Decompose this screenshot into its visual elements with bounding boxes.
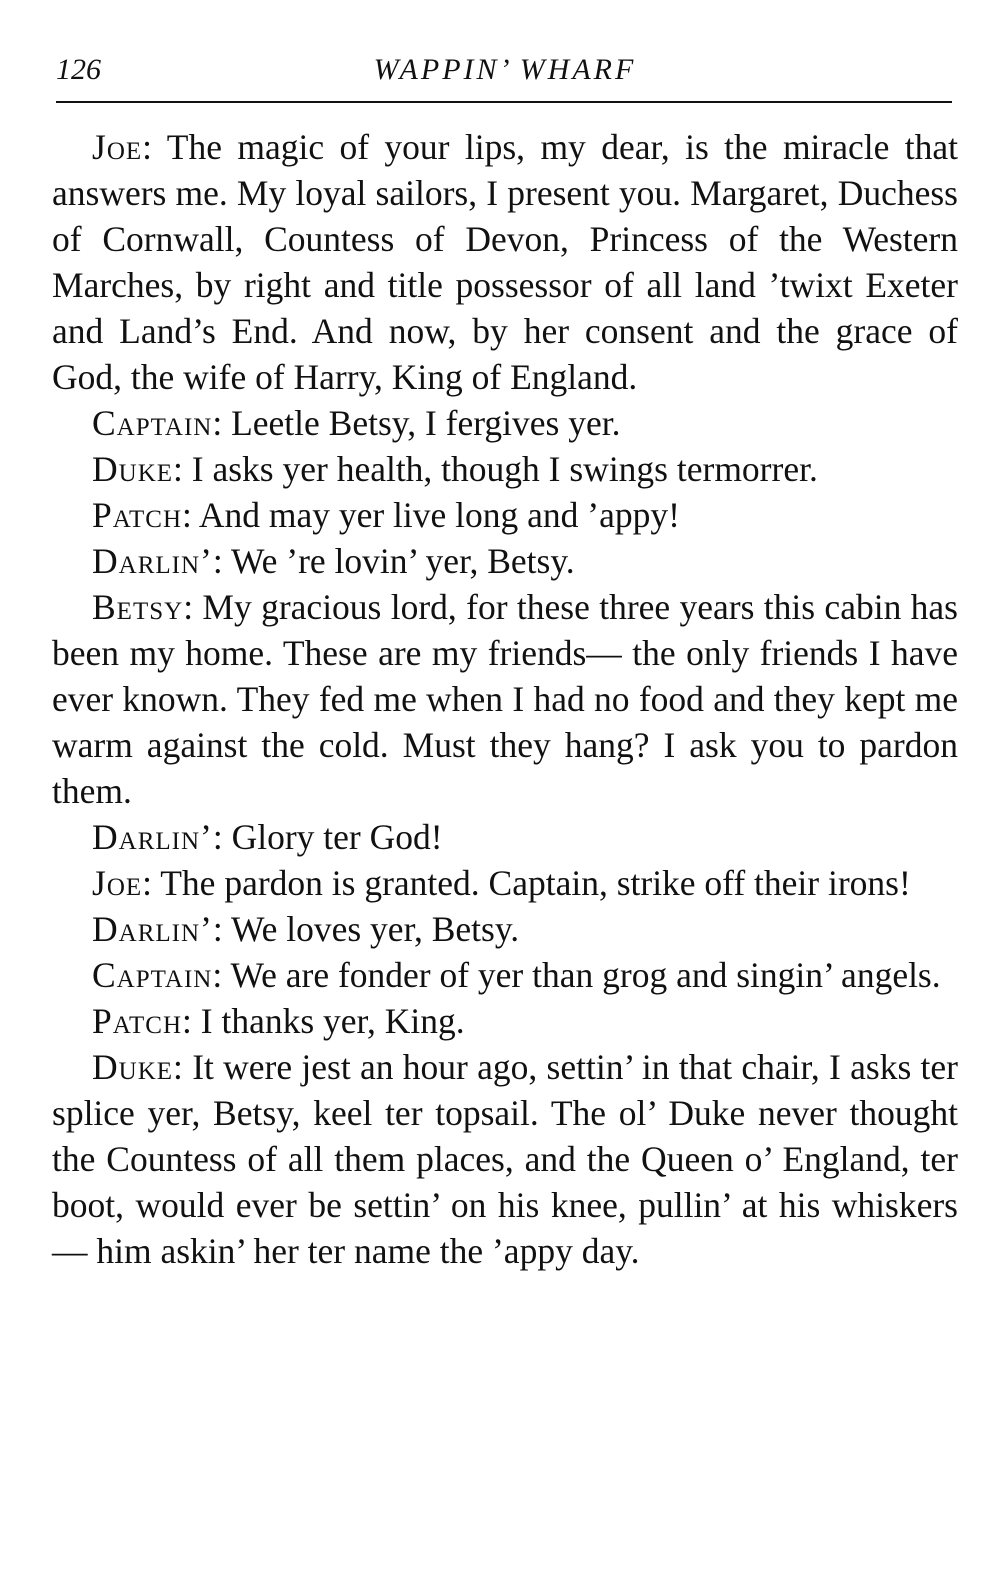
speaker-name: Captain <box>92 403 213 443</box>
speaker-colon: : <box>212 909 223 949</box>
speaker-name: Darlin’ <box>92 541 213 581</box>
dialogue-text: My gracious lord, for these three years this cabin has been my home. These are my friends— the only friends I have ever known. They fed me when I had no food and they kept me warm against the cold. Must they hang? I ask you to pardon them. <box>52 587 958 811</box>
speaker-colon: : <box>173 449 183 489</box>
dialogue-line <box>52 492 958 538</box>
speaker-name: Captain <box>92 955 213 995</box>
book-page <box>52 0 958 1577</box>
dialogue-line <box>52 538 958 584</box>
dialogue-text: Glory ter God! <box>222 817 443 857</box>
dialogue-text: We ’re lovin’ yer, Betsy. <box>222 541 575 581</box>
speaker-name: Patch <box>92 495 183 535</box>
dialogue-line <box>52 446 958 492</box>
speaker-colon: : <box>173 1047 183 1087</box>
dialogue-body <box>52 124 958 1274</box>
running-header <box>52 50 958 90</box>
speaker-colon: : <box>142 127 153 167</box>
speaker-colon: : <box>212 403 223 443</box>
dialogue-line <box>52 584 958 814</box>
speaker-name: Duke <box>92 449 174 489</box>
dialogue-text: And may yer live long and ’appy! <box>191 495 680 535</box>
dialogue-text: Leetle Betsy, I fergives yer. <box>222 403 621 443</box>
dialogue-text: The pardon is granted. Captain, strike off their irons! <box>152 863 911 903</box>
dialogue-text: We are fonder of yer than grog and singin’ angels. <box>222 955 941 995</box>
dialogue-text: I thanks yer, King. <box>191 1001 465 1041</box>
speaker-name: Patch <box>92 1001 183 1041</box>
dialogue-line <box>52 998 958 1044</box>
dialogue-text: We loves yer, Betsy. <box>222 909 520 949</box>
dialogue-line <box>52 124 958 400</box>
dialogue-text: I asks yer health, though I swings termorrer. <box>182 449 818 489</box>
dialogue-text: It were jest an hour ago, settin’ in that chair, I asks ter splice yer, Betsy, keel ter topsail. The ol’ Duke never thought the Countess of all them places, and the Queen o’ England, ter boot, would ever be settin’ on his knee, pullin’ at his whiskers— him askin’ her ter name the ’appy day. <box>52 1047 958 1271</box>
speaker-name: Joe <box>92 863 143 903</box>
dialogue-line <box>52 1044 958 1274</box>
speaker-colon: : <box>182 1001 192 1041</box>
page-number: 126 <box>56 53 101 86</box>
speaker-name: Duke <box>92 1047 174 1087</box>
dialogue-line <box>52 952 958 998</box>
speaker-colon: : <box>212 817 223 857</box>
speaker-colon: : <box>212 955 223 995</box>
dialogue-line <box>52 860 958 906</box>
dialogue-line <box>52 400 958 446</box>
speaker-colon: : <box>182 495 192 535</box>
dialogue-line <box>52 814 958 860</box>
speaker-name: Betsy <box>92 587 184 627</box>
speaker-colon: : <box>183 587 194 627</box>
speaker-colon: : <box>142 863 153 903</box>
header-rule <box>56 101 952 103</box>
speaker-name: Joe <box>92 127 143 167</box>
dialogue-line <box>52 906 958 952</box>
speaker-name: Darlin’ <box>92 909 213 949</box>
speaker-name: Darlin’ <box>92 817 213 857</box>
book-title: WAPPIN’ WHARF <box>373 53 637 86</box>
dialogue-text: The magic of your lips, my dear, is the miracle that answers me. My loyal sailors, I present you. Margaret, Duchess of Cornwall, Countess of Devon, Princess of the Western Marches, by right and title possessor of all land ’twixt Exeter and Land’s End. And now, by her consent and the grace of God, the wife of Harry, King of England. <box>52 127 958 397</box>
speaker-colon: : <box>212 541 223 581</box>
